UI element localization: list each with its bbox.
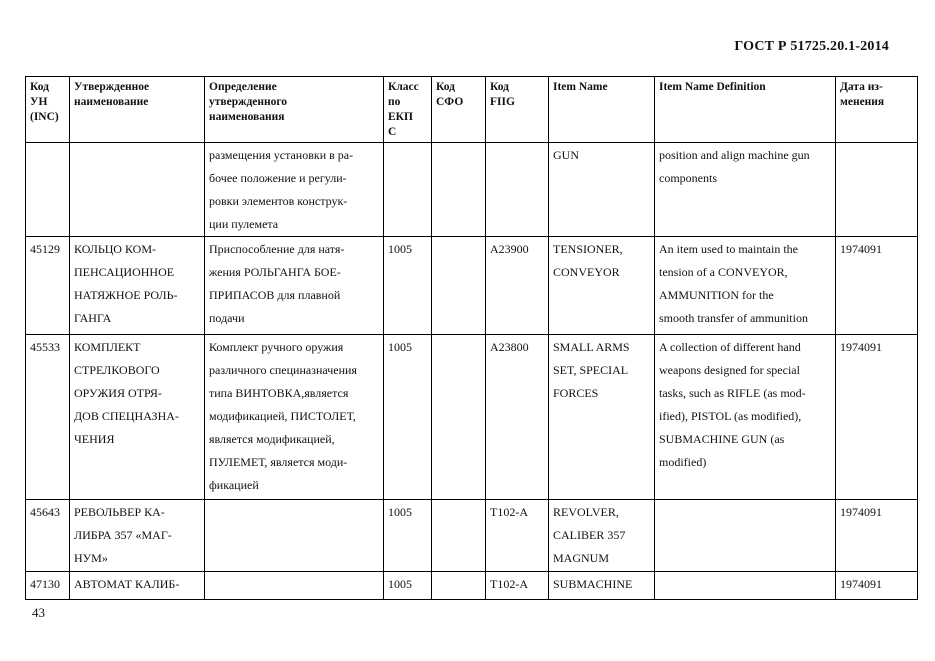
header-text-line: СФО [436, 96, 464, 108]
cell-class [384, 143, 432, 237]
col-header-sfo-code [432, 77, 486, 143]
cell-text-line: ified), PISTOL (as modified), [659, 409, 802, 423]
header-text-line: Код [490, 81, 510, 93]
cell-approved-name [70, 572, 205, 600]
cell-text-line: НУМ» [74, 551, 108, 565]
cell-text-line: CONVEYOR [553, 265, 620, 279]
cell-item-name-definition [655, 500, 836, 572]
cell-text-line: ПУЛЕМЕТ, является моди- [209, 455, 348, 469]
cell-item-name [549, 237, 655, 335]
cell-class: 1005 [384, 335, 432, 500]
header-text-line: (INC) [30, 111, 59, 123]
cell-approved-name [70, 335, 205, 500]
cell-name-definition [205, 237, 384, 335]
cell-item-name [549, 572, 655, 600]
cell-text-line: Приспособление для натя- [209, 242, 345, 256]
cell-item-name [549, 500, 655, 572]
col-header-change-date [836, 77, 918, 143]
cell-approved-name [70, 143, 205, 237]
cell-text-line: AMMUNITION for the [659, 288, 774, 302]
cell-item-name-definition [655, 572, 836, 600]
col-header-fiig-code [486, 77, 549, 143]
cell-text-line: SMALL ARMS [553, 340, 630, 354]
header-text-line: С [388, 126, 397, 138]
cell-text-line: REVOLVER, [553, 505, 619, 519]
cell-text-line: ОРУЖИЯ ОТРЯ- [74, 386, 162, 400]
header-text-line: ЕКП [388, 111, 413, 123]
cell-text-line: ДОВ СПЕЦНАЗНА- [74, 409, 179, 423]
cell-text-line: position and align machine gun [659, 148, 810, 162]
cell-text-line: GUN [553, 148, 579, 162]
cell-text-line: АВТОМАТ КАЛИБ- [74, 577, 180, 591]
header-text-line: Код [30, 81, 50, 93]
cell-fiig-code [486, 143, 549, 237]
cell-sfo-code [432, 237, 486, 335]
cell-text-line: КОЛЬЦО КОМ- [74, 242, 157, 256]
cell-text-line: modified) [659, 455, 707, 469]
cell-change-date: 1974091 [836, 572, 918, 600]
cell-inc [26, 143, 70, 237]
cell-text-line: фикацией [209, 478, 259, 492]
cell-class: 1005 [384, 572, 432, 600]
cell-text-line: различного специназначения [209, 363, 357, 377]
cell-text-line: ГАНГА [74, 311, 112, 325]
header-text-line: Item Name Definition [659, 81, 766, 93]
cell-name-definition [205, 572, 384, 600]
header-text-line: Дата из- [840, 81, 883, 93]
cell-text-line: ЛИБРА 357 «МАГ- [74, 528, 172, 542]
cell-item-name-definition [655, 237, 836, 335]
cell-text-line: размещения установки в ра- [209, 148, 354, 162]
cell-sfo-code [432, 143, 486, 237]
cell-fiig-code: T102-A [486, 572, 549, 600]
cell-item-name [549, 335, 655, 500]
cell-fiig-code: A23900 [486, 237, 549, 335]
cell-text-line: РЕВОЛЬВЕР КА- [74, 505, 165, 519]
cell-text-line: MAGNUM [553, 551, 610, 565]
col-header-item-name [549, 77, 655, 143]
cell-text-line: SUBMACHINE GUN (as [659, 432, 785, 446]
cell-text-line: SET, SPECIAL [553, 363, 629, 377]
cell-inc: 45533 [26, 335, 70, 500]
header-text-line: наименование [74, 96, 149, 108]
document-standard-number: ГОСТ Р 51725.20.1-2014 [734, 39, 889, 54]
cell-change-date: 1974091 [836, 237, 918, 335]
cell-text-line: An item used to maintain the [659, 242, 798, 256]
cell-name-definition [205, 500, 384, 572]
header-text-line: менения [840, 96, 885, 108]
col-header-class [384, 77, 432, 143]
cell-text-line: ровки элементов конструк- [209, 194, 348, 208]
page-number: 43 [32, 605, 45, 620]
cell-class: 1005 [384, 237, 432, 335]
cell-inc: 47130 [26, 572, 70, 600]
header-text-line: Item Name [553, 81, 608, 93]
cell-change-date: 1974091 [836, 335, 918, 500]
cell-text-line: A collection of different hand [659, 340, 801, 354]
header-text-line: Класс [388, 81, 419, 93]
cell-text-line: FORCES [553, 386, 599, 400]
classification-table [25, 76, 918, 600]
cell-name-definition [205, 335, 384, 500]
cell-approved-name [70, 500, 205, 572]
cell-text-line: ПЕНСАЦИОННОЕ [74, 265, 175, 279]
cell-text-line: является модификацией, [209, 432, 335, 446]
header-text-line: Код [436, 81, 456, 93]
col-header-inc [26, 77, 70, 143]
cell-text-line: жения РОЛЬГАНГА БОЕ- [209, 265, 341, 279]
cell-text-line: типа ВИНТОВКА,является [209, 386, 349, 400]
cell-sfo-code [432, 500, 486, 572]
table-row [26, 143, 918, 237]
cell-text-line: tasks, such as RIFLE (as mod- [659, 386, 806, 400]
cell-item-name-definition [655, 335, 836, 500]
cell-inc: 45129 [26, 237, 70, 335]
cell-text-line: components [659, 171, 717, 185]
cell-text-line: КОМПЛЕКТ [74, 340, 141, 354]
header-text-line: Определение [209, 81, 277, 93]
col-header-item-name-definition [655, 77, 836, 143]
header-text-line: FIIG [490, 96, 515, 108]
cell-fiig-code: A23800 [486, 335, 549, 500]
cell-change-date [836, 143, 918, 237]
header-text-line: по [388, 96, 401, 108]
cell-text-line: НАТЯЖНОЕ РОЛЬ- [74, 288, 178, 302]
cell-name-definition [205, 143, 384, 237]
cell-sfo-code [432, 572, 486, 600]
cell-item-name [549, 143, 655, 237]
cell-text-line: TENSIONER, [553, 242, 623, 256]
cell-text-line: smooth transfer of ammunition [659, 311, 808, 325]
cell-text-line: ции пулемета [209, 217, 279, 231]
cell-text-line: CALIBER 357 [553, 528, 626, 542]
cell-item-name-definition [655, 143, 836, 237]
cell-text-line: tension of a CONVEYOR, [659, 265, 788, 279]
header-text-line: наименования [209, 111, 285, 123]
cell-text-line: СТРЕЛКОВОГО [74, 363, 160, 377]
cell-inc: 45643 [26, 500, 70, 572]
cell-text-line: бочее положение и регули- [209, 171, 347, 185]
cell-text-line: модификацией, ПИСТОЛЕТ, [209, 409, 356, 423]
cell-text-line: weapons designed for special [659, 363, 800, 377]
header-text-line: УН [30, 96, 48, 108]
cell-text-line: SUBMACHINE [553, 577, 633, 591]
cell-fiig-code: T102-A [486, 500, 549, 572]
cell-text-line: подачи [209, 311, 245, 325]
col-header-name-definition [205, 77, 384, 143]
cell-change-date: 1974091 [836, 500, 918, 572]
cell-text-line: Комплект ручного оружия [209, 340, 344, 354]
cell-approved-name [70, 237, 205, 335]
header-text-line: утвержденного [209, 96, 288, 108]
cell-class: 1005 [384, 500, 432, 572]
table-row [26, 237, 918, 335]
col-header-approved-name [70, 77, 205, 143]
table-row [26, 335, 918, 500]
header-text-line: Утвержденное [74, 81, 150, 93]
cell-sfo-code [432, 335, 486, 500]
table-row [26, 572, 918, 600]
cell-text-line: ЧЕНИЯ [74, 432, 115, 446]
cell-text-line: ПРИПАСОВ для плавной [209, 288, 341, 302]
table-row [26, 500, 918, 572]
table-header-row [26, 77, 918, 143]
